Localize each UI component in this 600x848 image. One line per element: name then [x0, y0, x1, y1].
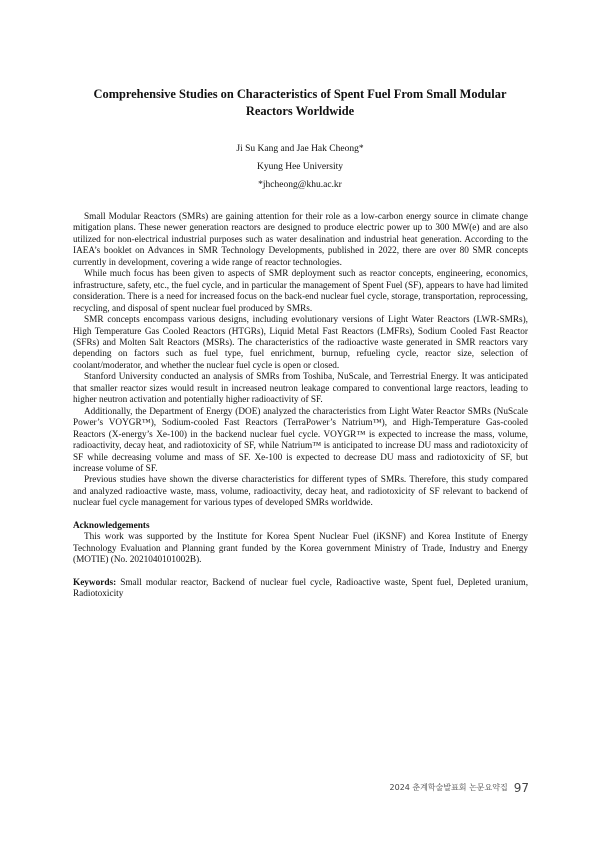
body-paragraph: Previous studies have shown the diverse characteristics for different types of SMRs. Therefore, this study compared and analyzed radioactive waste, mass, volume, radioactivity, decay heat, and radiotoxicity of SF relevant to backend of nuclear fuel cycle management for various types of developed SMRs worldwide.	[73, 475, 528, 509]
paper-authors: Ji Su Kang and Jae Hak Cheong*	[236, 144, 364, 154]
body-paragraph: Additionally, the Department of Energy (DOE) analyzed the characteristics from Light Water Reactor SMRs (NuScale Power’s VOYGR™), Sodium-cooled Fast Reactors (TerraPower’s Natrium™), and High-Temperature Gas-cooled Reactors (X-energy’s Xe-100) in the backend nuclear fuel cycle. VOYGR™ is expected to increase the mass, volume, radioactivity, decay heat, and radiotoxicity of SF, while Natrium™ is anticipated to increase DU mass and radiotoxicity of SF while decreasing volume and mass of SF. Xe-100 is expected to decrease DU mass and radiotoxicity of SF, but increase volume of SF.	[73, 406, 528, 474]
body-paragraph: SMR concepts encompass various designs, including evolutionary versions of Light Water Reactors (LWR-SMRs), High Temperature Gas Cooled Reactors (HTGRs), Liquid Metal Fast Reactors (LMFRs), Sodium Cooled Fast Reactor (SFRs) and Molten Salt Reactors (MSRs). The characteristics of the radioactive waste generated in SMR reactors vary depending on factors such as fuel type, fuel enrichment, burnup, refueling cycle, reactor size, selection of coolant/moderator, and whether the nuclear fuel cycle is open or closed.	[73, 315, 528, 371]
body-paragraph: Small Modular Reactors (SMRs) are gaining attention for their role as a low-carbon energy source in climate change mitigation plans. These newer generation reactors are designed to produce electric power up to 300 MW(e) and are also utilized for non-electrical industrial purposes such as water desalination and industrial heat generation. According to the IAEA’s booklet on Advances in SMR Technology Developments, published in 2022, there are over 80 SMR concepts currently in development, covering a wide range of reactor technologies.	[73, 212, 528, 268]
keywords-line	[73, 578, 528, 601]
body-paragraph: While much focus has been given to aspects of SMR deployment such as reactor concepts, engineering, economics, infrastructure, safety, etc., the fuel cycle, and in particular the management of Spent Fuel (SF), appears to have had limited consideration. There is a need for increased focus on the back-end nuclear fuel cycle, storage, transportation, reprocessing, recycling, and disposal of spent nuclear fuel produced by SMRs.	[73, 269, 528, 314]
keywords-label: Keywords:	[73, 577, 117, 588]
paper-title: Comprehensive Studies on Characteristics of Spent Fuel From Small Modular Reactors Worldwide	[93, 87, 507, 118]
page-footer	[390, 777, 529, 796]
page-number: 97	[513, 780, 529, 795]
body-paragraph: Stanford University conducted an analysis of SMRs from Toshiba, NuScale, and Terrestrial Energy. It was anticipated that smaller reactor sizes would result in increased neutron leakage compared to conventional large reactors, leading to higher neutron activation and potentially higher radioactivity of SF.	[73, 372, 528, 406]
booklet-title: 2024 춘계학술발표회 논문요약집	[389, 783, 508, 792]
paper-email: *jhcheong@khu.ac.kr	[258, 180, 342, 190]
author-block	[72, 140, 528, 194]
keywords-text: Small modular reactor, Backend of nuclear fuel cycle, Radioactive waste, Spent fuel, Depleted uranium, Radiotoxicity	[73, 577, 529, 600]
acknowledgements-heading: Acknowledgements	[73, 520, 150, 531]
abstract-body	[73, 212, 528, 601]
paper-affiliation: Kyung Hee University	[256, 162, 343, 172]
acknowledgements-text: This work was supported by the Institute for Korea Spent Nuclear Fuel (iKSNF) and Korea Institute of Energy Technology Evaluation and Planning grant funded by the Korea government Ministry of Trade, Industry and Energy (MOTIE) (No. 2021040101002B).	[73, 532, 528, 566]
